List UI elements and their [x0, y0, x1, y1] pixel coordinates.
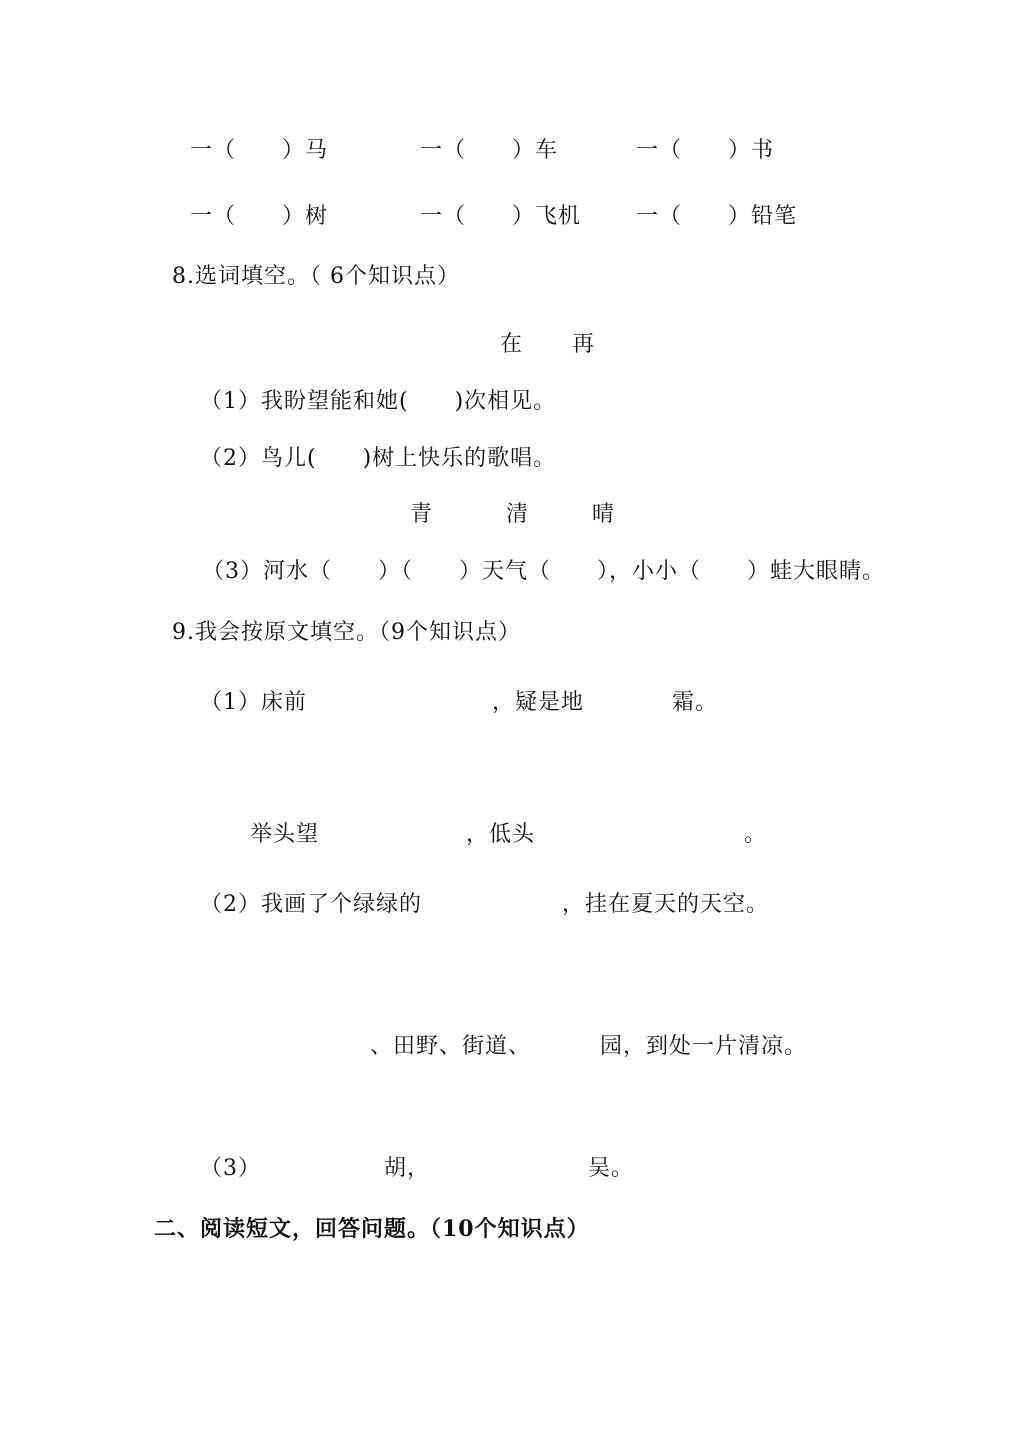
q9-p3-end: 吴。	[588, 1156, 635, 1181]
q8-title: 8.选词填空。（ 6个知识点）	[172, 264, 460, 289]
q9-p3-mid: 胡，	[384, 1156, 431, 1181]
q9-p1b-start: 举头望	[250, 822, 320, 847]
q9-p1a-mid: ，疑是地	[492, 690, 585, 715]
q9-p1a-end: 霜。	[672, 690, 719, 715]
q8-word-zai: 在	[500, 332, 524, 357]
q8-word-qing3: 晴	[592, 502, 616, 527]
q9-p1b-end: 。	[744, 822, 768, 847]
q9-p2a-end: ，挂在夏天的天空。	[562, 892, 770, 917]
q9-p2b-end: 园，到处一片清凉。	[600, 1034, 808, 1059]
q9-title: 9.我会按原文填空。（9个知识点）	[172, 620, 521, 645]
q8-word-qing2: 清	[506, 502, 530, 527]
q9-p2b-start: 、田野、街道、	[370, 1034, 532, 1059]
q8-sentence-1: （1）我盼望能和她( )次相见。	[200, 389, 557, 414]
q8-word-qing1: 青	[410, 502, 434, 527]
q8-sentence-3: （3）河水（ ）（ ）天气（ ），小小（ ）蛙大眼睛。	[202, 559, 885, 584]
measure-plane: 一（ ）飞机	[420, 204, 582, 229]
measure-tree: 一（ ）树	[190, 204, 329, 229]
q8-word-zai2: 再	[572, 332, 596, 357]
q9-p3-start: （3）	[200, 1156, 261, 1181]
q9-p1a-start: （1）床前	[200, 690, 307, 715]
q9-p1b-mid: ，低头	[466, 822, 536, 847]
q8-sentence-2: （2）鸟儿( )树上快乐的歌唱。	[200, 446, 557, 471]
section-2-heading: 二、阅读短文，回答问题。（10个知识点）	[154, 1216, 590, 1242]
measure-horse: 一（ ）马	[190, 138, 329, 163]
measure-book: 一（ ）书	[636, 138, 775, 163]
q9-p2a-start: （2）我画了个绿绿的	[200, 892, 422, 917]
measure-car: 一（ ）车	[420, 138, 559, 163]
measure-pencil: 一（ ）铅笔	[636, 204, 798, 229]
